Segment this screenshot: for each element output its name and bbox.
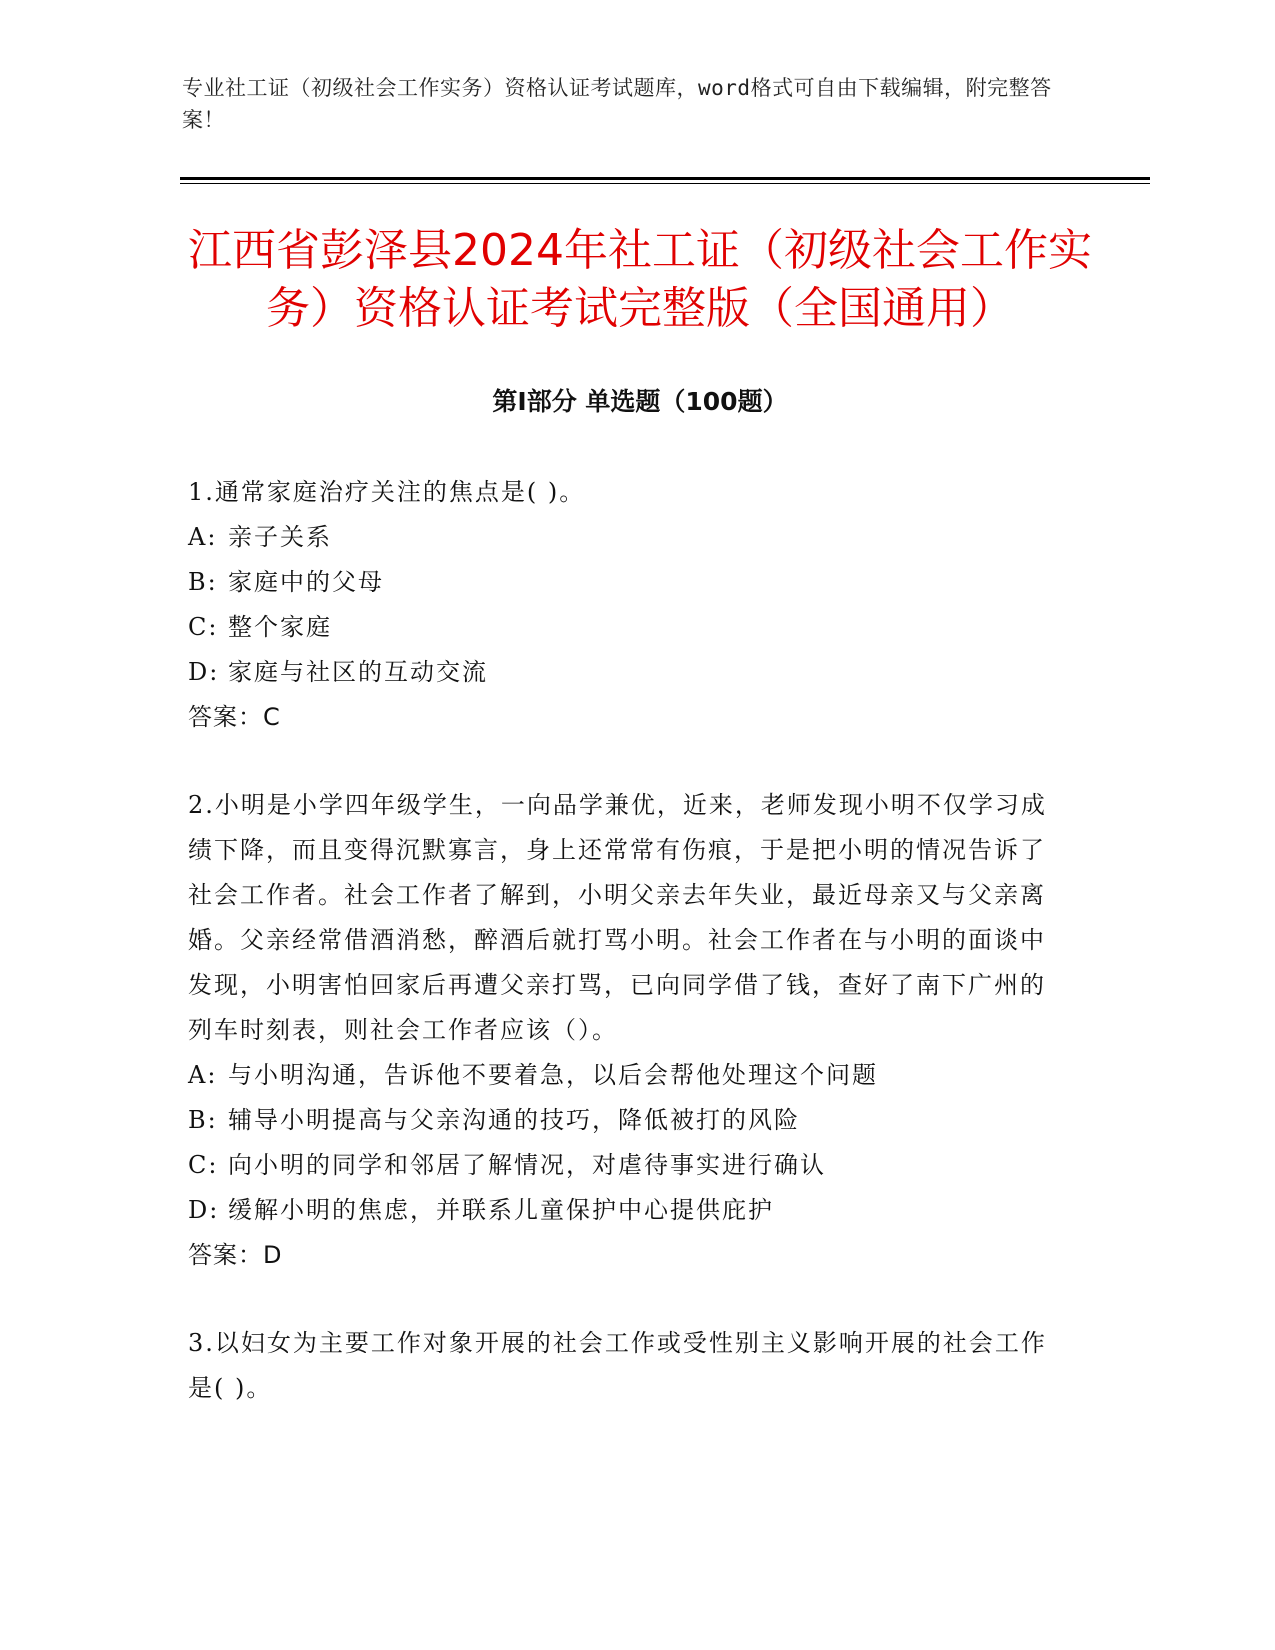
option-letter: A:: [188, 523, 218, 551]
option-letter: D:: [188, 658, 220, 686]
header-note: 专业社工证（初级社会工作实务）资格认证考试题库，word格式可自由下载编辑，附完整答案！: [182, 76, 1052, 132]
question-stem: 2.小明是小学四年级学生，一向品学兼优，近来，老师发现小明不仅学习成绩下降，而且变得沉默寡言，身上还常常有伤痕，于是把小明的情况告诉了社会工作者。社会工作者了解到，小明父亲去年失业，最近母亲又与父亲离婚。父亲经常借酒消愁，醉酒后就打骂小明。社会工作者在与小明的面谈中发现，小明害怕回家后再遭父亲打骂，已向同学借了钱，查好了南下广州的列车时刻表，则社会工作者应该（）。: [188, 791, 1047, 1044]
option-letter: A:: [188, 1061, 218, 1089]
option-d: [188, 650, 1068, 695]
answer-line: [188, 1233, 1068, 1278]
option-text: 向小明的同学和邻居了解情况，对虐待事实进行确认: [228, 1151, 826, 1179]
option-d: [188, 1188, 1068, 1233]
question-1: [188, 470, 1068, 740]
option-letter: C:: [188, 613, 219, 641]
option-text: 家庭中的父母: [228, 568, 384, 596]
question-2: [188, 783, 1068, 1278]
question-list: [188, 470, 1068, 1454]
option-b: [188, 1098, 1068, 1143]
option-text: 与小明沟通，告诉他不要着急，以后会帮他处理这个问题: [228, 1061, 878, 1089]
option-letter: B:: [188, 1106, 218, 1134]
option-letter: D:: [188, 1196, 220, 1224]
option-a: [188, 515, 1068, 560]
option-a: [188, 1053, 1068, 1098]
answer-value: C: [263, 703, 281, 731]
option-c: [188, 605, 1068, 650]
option-text: 家庭与社区的互动交流: [228, 658, 488, 686]
document-title: 江西省彭泽县2024年社工证（初级社会工作实务）资格认证考试完整版（全国通用）: [188, 225, 1092, 334]
answer-line: [188, 695, 1068, 740]
question-3: [188, 1321, 1068, 1411]
option-letter: B:: [188, 568, 218, 596]
option-letter: C:: [188, 1151, 219, 1179]
header-divider-thick: [180, 177, 1150, 180]
option-b: [188, 560, 1068, 605]
option-text: 辅导小明提高与父亲沟通的技巧，降低被打的风险: [228, 1106, 800, 1134]
answer-label: 答案：: [188, 703, 263, 731]
section-title: 第Ⅰ部分 单选题（100题）: [492, 387, 788, 416]
question-stem: 3.以妇女为主要工作对象开展的社会工作或受性别主义影响开展的社会工作是( )。: [188, 1329, 1047, 1402]
header-divider-thin: [180, 183, 1150, 184]
answer-value: D: [263, 1241, 283, 1269]
option-c: [188, 1143, 1068, 1188]
question-stem: 1.通常家庭治疗关注的焦点是( )。: [188, 478, 586, 506]
option-text: 亲子关系: [228, 523, 332, 551]
option-text: 缓解小明的焦虑，并联系儿童保护中心提供庇护: [228, 1196, 774, 1224]
option-text: 整个家庭: [228, 613, 332, 641]
answer-label: 答案：: [188, 1241, 263, 1269]
